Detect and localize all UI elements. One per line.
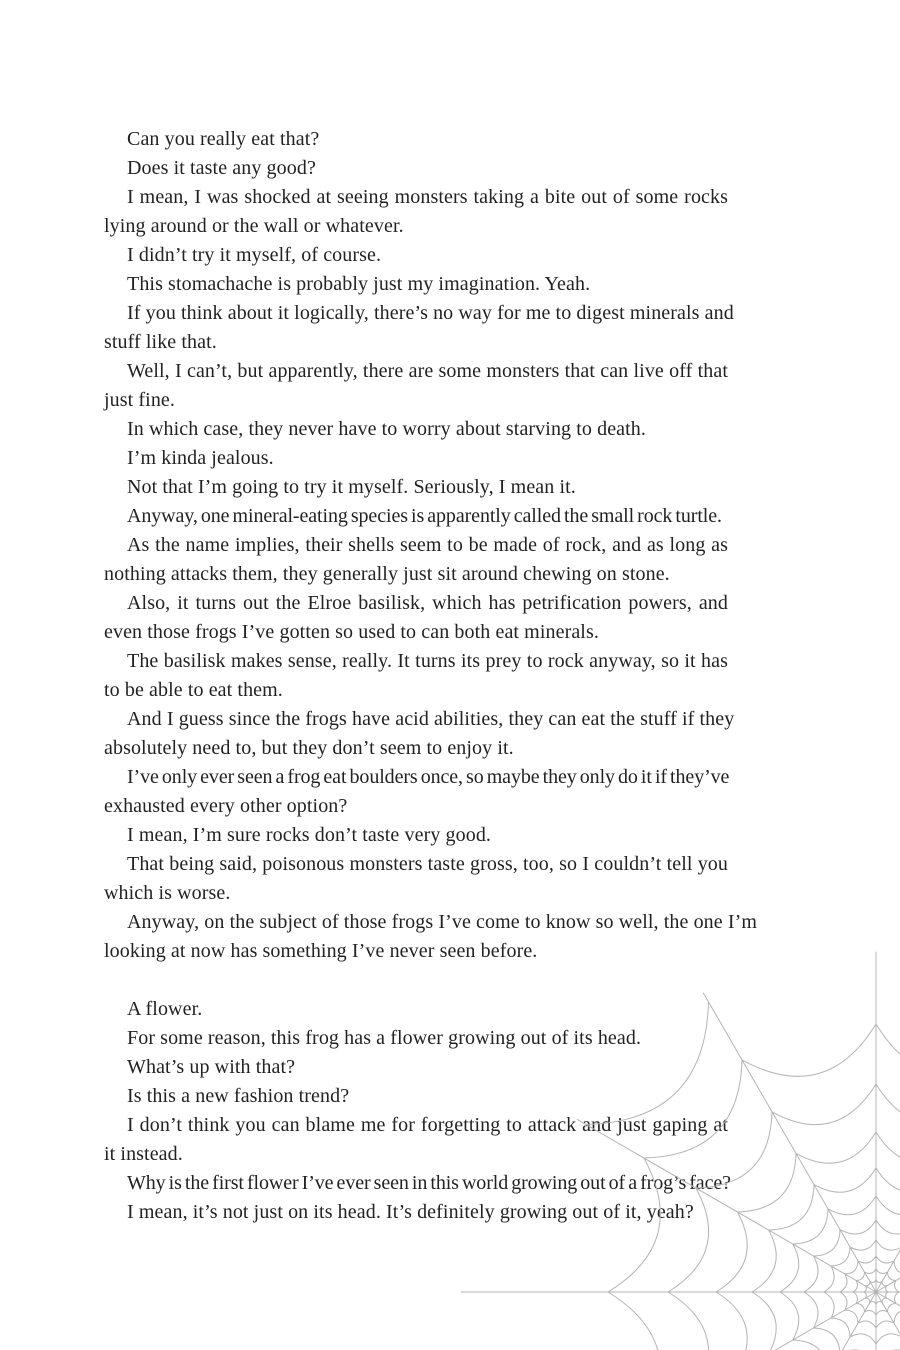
paragraph xyxy=(104,531,728,589)
text-line: Can you really eat that? xyxy=(127,128,320,150)
text-line: I mean, I was shocked at seeing monsters taking a bite out of some rocks xyxy=(127,186,728,208)
text-line: even those frogs I’ve gotten so used to can both eat minerals. xyxy=(104,621,599,643)
text-line: lying around or the wall or whatever. xyxy=(104,215,404,237)
paragraph xyxy=(104,502,728,531)
paragraph xyxy=(104,299,734,357)
text-line: Does it taste any good? xyxy=(127,157,316,179)
text-line: it instead. xyxy=(104,1143,183,1165)
text-line: I didn’t try it myself, of course. xyxy=(127,244,382,266)
text-line: looking at now has something I’ve never seen before. xyxy=(104,940,538,962)
text-line: Anyway, on the subject of those frogs I’ve come to know so well, the one I’m xyxy=(127,911,758,933)
text-line: Why is the first flower I’ve ever seen in this world growing out of a frog’s face? xyxy=(127,1172,731,1194)
paragraph xyxy=(104,647,728,705)
text-line: As the name implies, their shells seem to be made of rock, and as long as xyxy=(127,534,728,556)
paragraph xyxy=(104,821,728,850)
spiderweb-icon xyxy=(440,940,900,1350)
text-line: which is worse. xyxy=(104,882,231,904)
text-line: A flower. xyxy=(127,998,203,1020)
text-line: absolutely need to, but they don’t seem to enjoy it. xyxy=(104,737,514,759)
text-line: Not that I’m going to try it myself. Seriously, I mean it. xyxy=(127,476,576,498)
paragraph xyxy=(104,705,735,763)
text-line: Is this a new fashion trend? xyxy=(127,1085,350,1107)
paragraph xyxy=(104,357,728,415)
text-line: The basilisk makes sense, really. It turns its prey to rock anyway, so it has xyxy=(127,650,728,672)
text-line: just fine. xyxy=(104,389,175,411)
text-line: In which case, they never have to worry about starving to death. xyxy=(127,418,647,440)
text-line: Anyway, one mineral-eating species is apparently called the small rock turtle. xyxy=(127,505,722,527)
text-line: I mean, I’m sure rocks don’t taste very good. xyxy=(127,824,492,846)
text-line: stuff like that. xyxy=(104,331,217,353)
paragraph xyxy=(104,589,728,647)
text-line: If you think about it logically, there’s no way for me to digest minerals and xyxy=(127,302,734,324)
text-line: For some reason, this frog has a flower growing out of its head. xyxy=(127,1027,642,1049)
text-line: And I guess since the frogs have acid abilities, they can eat the stuff if they xyxy=(127,708,735,730)
text-line: I’m kinda jealous. xyxy=(127,447,274,469)
text-line: Also, it turns out the Elroe basilisk, which has petrification powers, and xyxy=(127,592,728,614)
text-line: I mean, it’s not just on its head. It’s definitely growing out of it, yeah? xyxy=(127,1201,694,1223)
text-line: What’s up with that? xyxy=(127,1056,296,1078)
paragraph xyxy=(104,850,728,908)
text-line: exhausted every other option? xyxy=(104,795,348,817)
paragraph xyxy=(104,183,728,241)
text-line: That being said, poisonous monsters taste gross, too, so I couldn’t tell you xyxy=(127,853,728,875)
text-line: nothing attacks them, they generally just sit around chewing on stone. xyxy=(104,563,670,585)
paragraph xyxy=(104,241,728,270)
text-line: Well, I can’t, but apparently, there are some monsters that can live off that xyxy=(127,360,728,382)
text-line: to be able to eat them. xyxy=(104,679,283,701)
paragraph xyxy=(104,473,728,502)
paragraph xyxy=(104,125,728,154)
text-line: I’ve only ever seen a frog eat boulders once, so maybe they only do it if they’ve xyxy=(127,766,730,788)
paragraph xyxy=(104,415,728,444)
paragraph xyxy=(104,270,728,299)
text-line: This stomachache is probably just my imagination. Yeah. xyxy=(127,273,591,295)
text-line: I don’t think you can blame me for forgetting to attack and just gaping at xyxy=(127,1114,728,1136)
paragraph xyxy=(104,763,728,821)
paragraph xyxy=(104,444,728,473)
paragraph xyxy=(104,154,728,183)
